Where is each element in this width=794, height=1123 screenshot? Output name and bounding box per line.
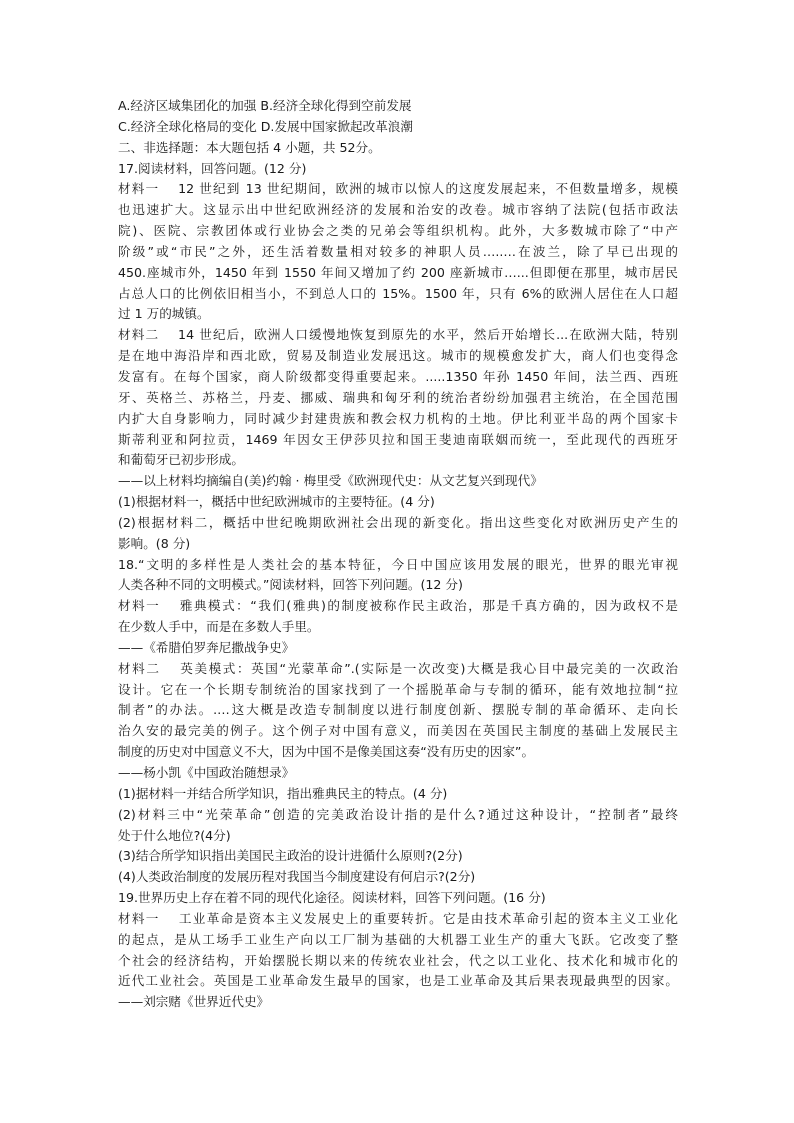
q19-material-1-line: 近代工业社会。英国是工业革命发生最早的国家，也是工业革命及其后果表现最典型的因家。 (118, 973, 678, 989)
choice-option-line: A.经济区域集团化的加强 B.经济全球化得到空前发展 (118, 98, 412, 113)
q18-material-1-line: 在少数人手中，而是在多数人手里。 (118, 619, 320, 635)
q19-material-1-line: 的起点，是从工场手工业生产向以工厂制为基础的大机器工业生产的重大飞跃。它改变了整 (118, 931, 678, 947)
q18-sub-question-4: (4)人类政治制度的发展历程对我国当今制度建设有何启示?(2分) (118, 869, 476, 885)
q18-sub-question-3: (3)结合所学知识指出美国民主政治的设计进循什么原则?(2分) (118, 848, 463, 864)
q17-material-1-line: 也迅速扩大。这显示出中世纪欧洲经济的发展和治安的改卷。城市容纳了法院(包括市政法 (118, 202, 678, 218)
q18-material-2-line: 制者”的办法。.…这大概是改造专制制度以进行制度创新、摆脱专制的革命循环、走向长 (118, 702, 678, 718)
q17-material-2-line: 牙、英格兰、苏格兰，丹麦、挪威、瑞典和匈牙利的统治者纷纷加强君主统治，在全国范围 (118, 389, 678, 405)
q17-material-2-line: 发富有。在每个国家，商人阶级都变得重要起来。.....1350 年孙 1450 年间，法兰西、西班 (118, 368, 678, 384)
q17-sub-question-2: 影响。(8 分) (118, 535, 191, 551)
q17-material-2-line: 是在地中海沿岸和西北欧，贸易及制造业发展迅这。城市的规模愈发扩大，商人们也变得念 (118, 348, 678, 364)
q17-material-1-line: 占总人口的比例依旧相当小，不到总人口的 15%。1500 年，只有 6%的欧洲人居住在人口超 (118, 285, 678, 301)
choice-option-line: C.经济全球化格局的变化 D.发展中国家掀起改革浪潮 (118, 118, 413, 134)
q19-material-1-line: 个社会的经济结构，开始摆脱长期以来的传统农业社会，代之以工业化、技术化和城市化的 (118, 952, 678, 968)
q19-material-1-line: 材料一 工业革命是资本主义发展史上的重要转折。它是由技术革命引起的资本主义工业化 (118, 910, 678, 926)
q18-material-1-line: 材料一 雅典模式：“我们(雅典)的制度被称作民主政治，那是千真方确的，因为政权不是 (118, 598, 678, 614)
q17-sub-question-1: (1)根据材料一，概括中世纪欧洲城市的主要特征。(4 分) (118, 494, 435, 510)
q17-material-1-line: 450.座城市外，1450 年到 1550 年间又增加了约 200 座新城市…...但即便在那里，城市居民 (118, 264, 678, 280)
q17-sub-question-2: (2)根据材料二，概括中世纪晚期欧洲社会出现的新变化。指出这些变化对欧洲历史产生的 (118, 514, 678, 530)
q18-sub-question-2: (2)材料三中“光荣革命”创造的完美政治设计指的是什么?通过这种设计，“控制者”最终 (118, 806, 678, 822)
q17-material-2-line: 内扩大自身影响力，同时减少封建贵族和教会权力机构的土地。伊比利亚半岛的两个国家卡 (118, 410, 678, 426)
q18-material-2-line: 材料二 英美模式：英国“光蒙革命”.(实际是一次改变)大概是我心目中最完美的一次政治 (118, 660, 678, 676)
question-18-heading: 人类各种不同的文明模式。”阅读材料，回答下列问题。(12 分) (118, 577, 463, 593)
q18-sub-question-1: (1)据材料一并结合所学知识，指出雅典民主的特点。(4 分) (118, 785, 448, 801)
q17-material-2-line: 斯蒂利亚和阿拉贡，1469 年因女王伊莎贝拉和国王斐迪南联姻而统一，至此现代的西班牙 (118, 431, 678, 447)
q18-material-2-line: 设计。它在一个长期专制统治的国家找到了一个摇脱革命与专制的循环，能有效地拉制“拉 (118, 681, 678, 697)
q17-material-1-line: 阶级”或“市民”之外，还生活着数量相对较多的神职人员…..…在波兰，除了早已出现的 (118, 243, 678, 259)
document-page (118, 96, 678, 1013)
source-citation: ——杨小凯《中国政治随想录》 (118, 765, 295, 780)
q17-material-2-line: 材料二 14 世纪后，欧洲人口缓慢地恢复到原先的水平，然后开始增长...在欧洲大陆，特别 (118, 327, 678, 343)
q17-material-2-line: 和葡萄牙已初步形成。 (118, 452, 244, 468)
q18-sub-question-2: 处于什么地位?(4分) (118, 827, 231, 843)
q18-material-2-line: 制度的历史对中国意义不大，因为中国不是像美国这奏“没有历史的因家”。 (118, 744, 535, 760)
question-19-heading: 19.世界历史上存在着不同的现代化途径。阅读材料，回答下列问题。(16 分) (118, 890, 546, 906)
question-17-heading: 17.阅读材料，回答问题。(12 分) (118, 160, 307, 176)
section-heading: 二、非选择题：本大题包括 4 小题，共 52分。 (118, 139, 381, 155)
question-18-heading: 18.“文明的多样性是人类社会的基本特征，今日中国应该用发展的眼光，世界的眼光审视 (118, 556, 678, 572)
source-citation: ——刘宗赌《世界近代史》 (118, 994, 270, 1010)
q17-material-1-line: 院)、医院、宗教团体或行业协会之类的兄弟会等组织机构。此外，大多数城市除了“中产 (118, 223, 678, 239)
q17-material-1-line: 材料一 12 世纪到 13 世纪期间，欧洲的城市以惊人的这度发展起来，不但数量增多，规模 (118, 181, 678, 197)
q18-material-2-line: 治久安的最完美的例子。这个例子对中国有意义，而美因在英国民主制度的基础上发展民主 (118, 723, 678, 739)
source-citation: ——以上材料均摘编自(美)约翰 · 梅里受《欧洲现代史：从文艺复兴到现代》 (118, 473, 543, 489)
q17-material-1-line: 过 1 万的城镇。 (118, 306, 210, 322)
source-citation: ——《希腊伯罗奔尼撒战争史》 (118, 639, 295, 655)
